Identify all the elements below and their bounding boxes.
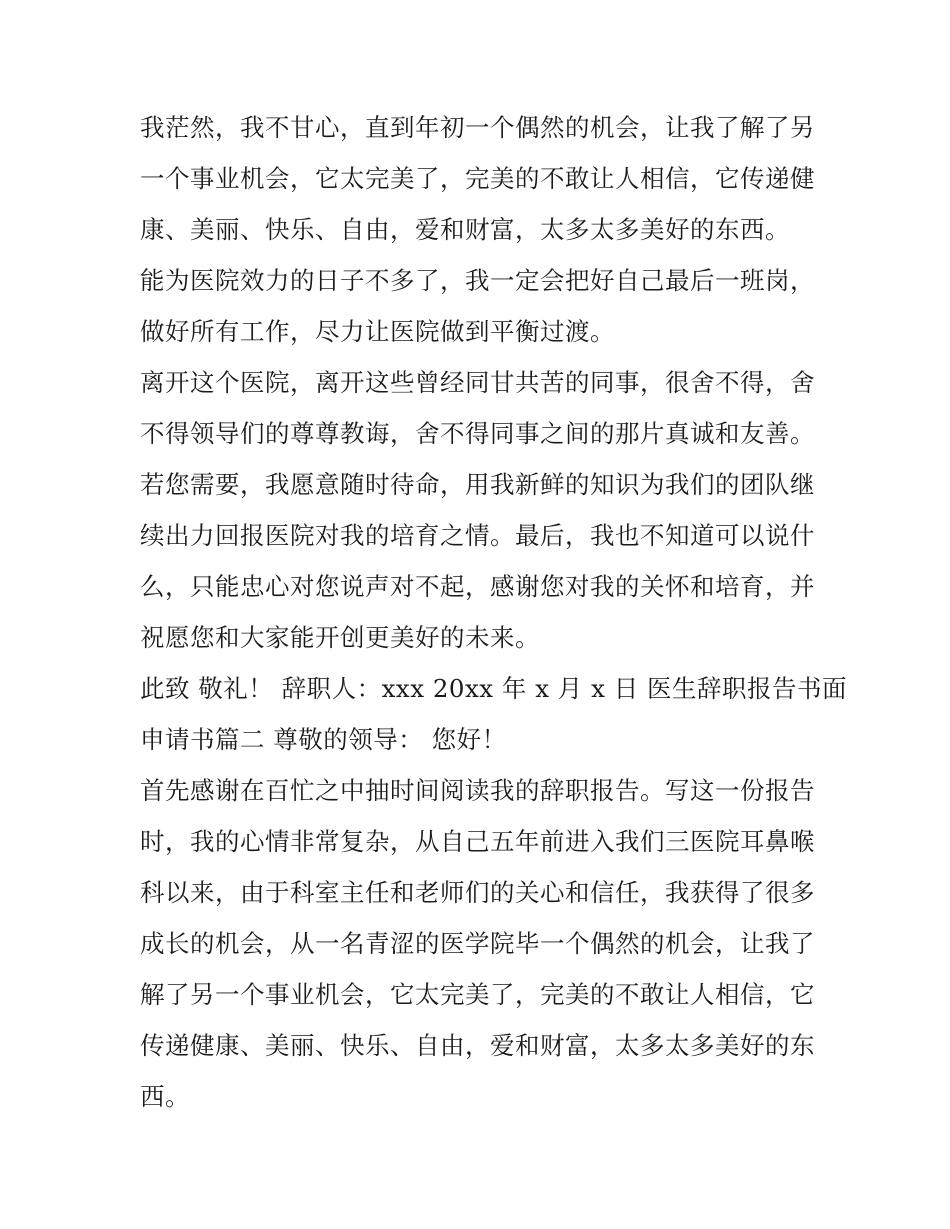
text-line: 不得领导们的尊尊教诲，舍不得同事之间的那片真诚和友善。: [140, 419, 815, 448]
text-line: 科以来，由于科室主任和老师们的关心和信任，我获得了很多: [140, 878, 815, 907]
text-line: 时，我的心情非常复杂，从自己五年前进入我们三医院耳鼻喉: [140, 827, 815, 856]
text-line: 传递健康、美丽、快乐、自由，爱和财富，太多太多美好的东: [140, 1031, 815, 1060]
text-line: 祝愿您和大家能开创更美好的未来。: [140, 623, 540, 652]
text-line: 首先感谢在百忙之中抽时间阅读我的辞职报告。写这一份报告: [140, 776, 815, 805]
text-line: 续出力回报医院对我的培育之情。最后，我也不知道可以说什: [140, 521, 815, 550]
text-line: 么，只能忠心对您说声对不起，感谢您对我的关怀和培育，并: [140, 572, 815, 601]
text-line: 做好所有工作，尽力让医院做到平衡过渡。: [140, 317, 615, 346]
text-line: 解了另一个事业机会，它太完美了，完美的不敢让人相信，它: [140, 980, 815, 1009]
text-line: 能为医院效力的日子不多了，我一定会把好自己最后一班岗，: [140, 266, 815, 295]
text-line: 西。: [140, 1082, 190, 1111]
text-line: 我茫然，我不甘心，直到年初一个偶然的机会，让我了解了另: [140, 113, 815, 142]
text-line: 康、美丽、快乐、自由，爱和财富，太多太多美好的东西。: [140, 215, 790, 244]
text-line: 一个事业机会，它太完美了，完美的不敢让人相信，它传递健: [140, 164, 815, 193]
document-body: [140, 102, 847, 1122]
text-line: 此致 敬礼！ 辞职人：xxx 20xx 年 x 月 x 日 医生辞职报告书面: [140, 674, 847, 703]
text-line: 若您需要，我愿意随时待命，用我新鲜的知识为我们的团队继: [140, 470, 815, 499]
text-line: 离开这个医院，离开这些曾经同甘共苦的同事，很舍不得，舍: [140, 368, 815, 397]
text-line: 成长的机会，从一名青涩的医学院毕一个偶然的机会，让我了: [140, 929, 815, 958]
text-line: 申请书篇二 尊敬的领导： 您好！: [140, 725, 507, 754]
